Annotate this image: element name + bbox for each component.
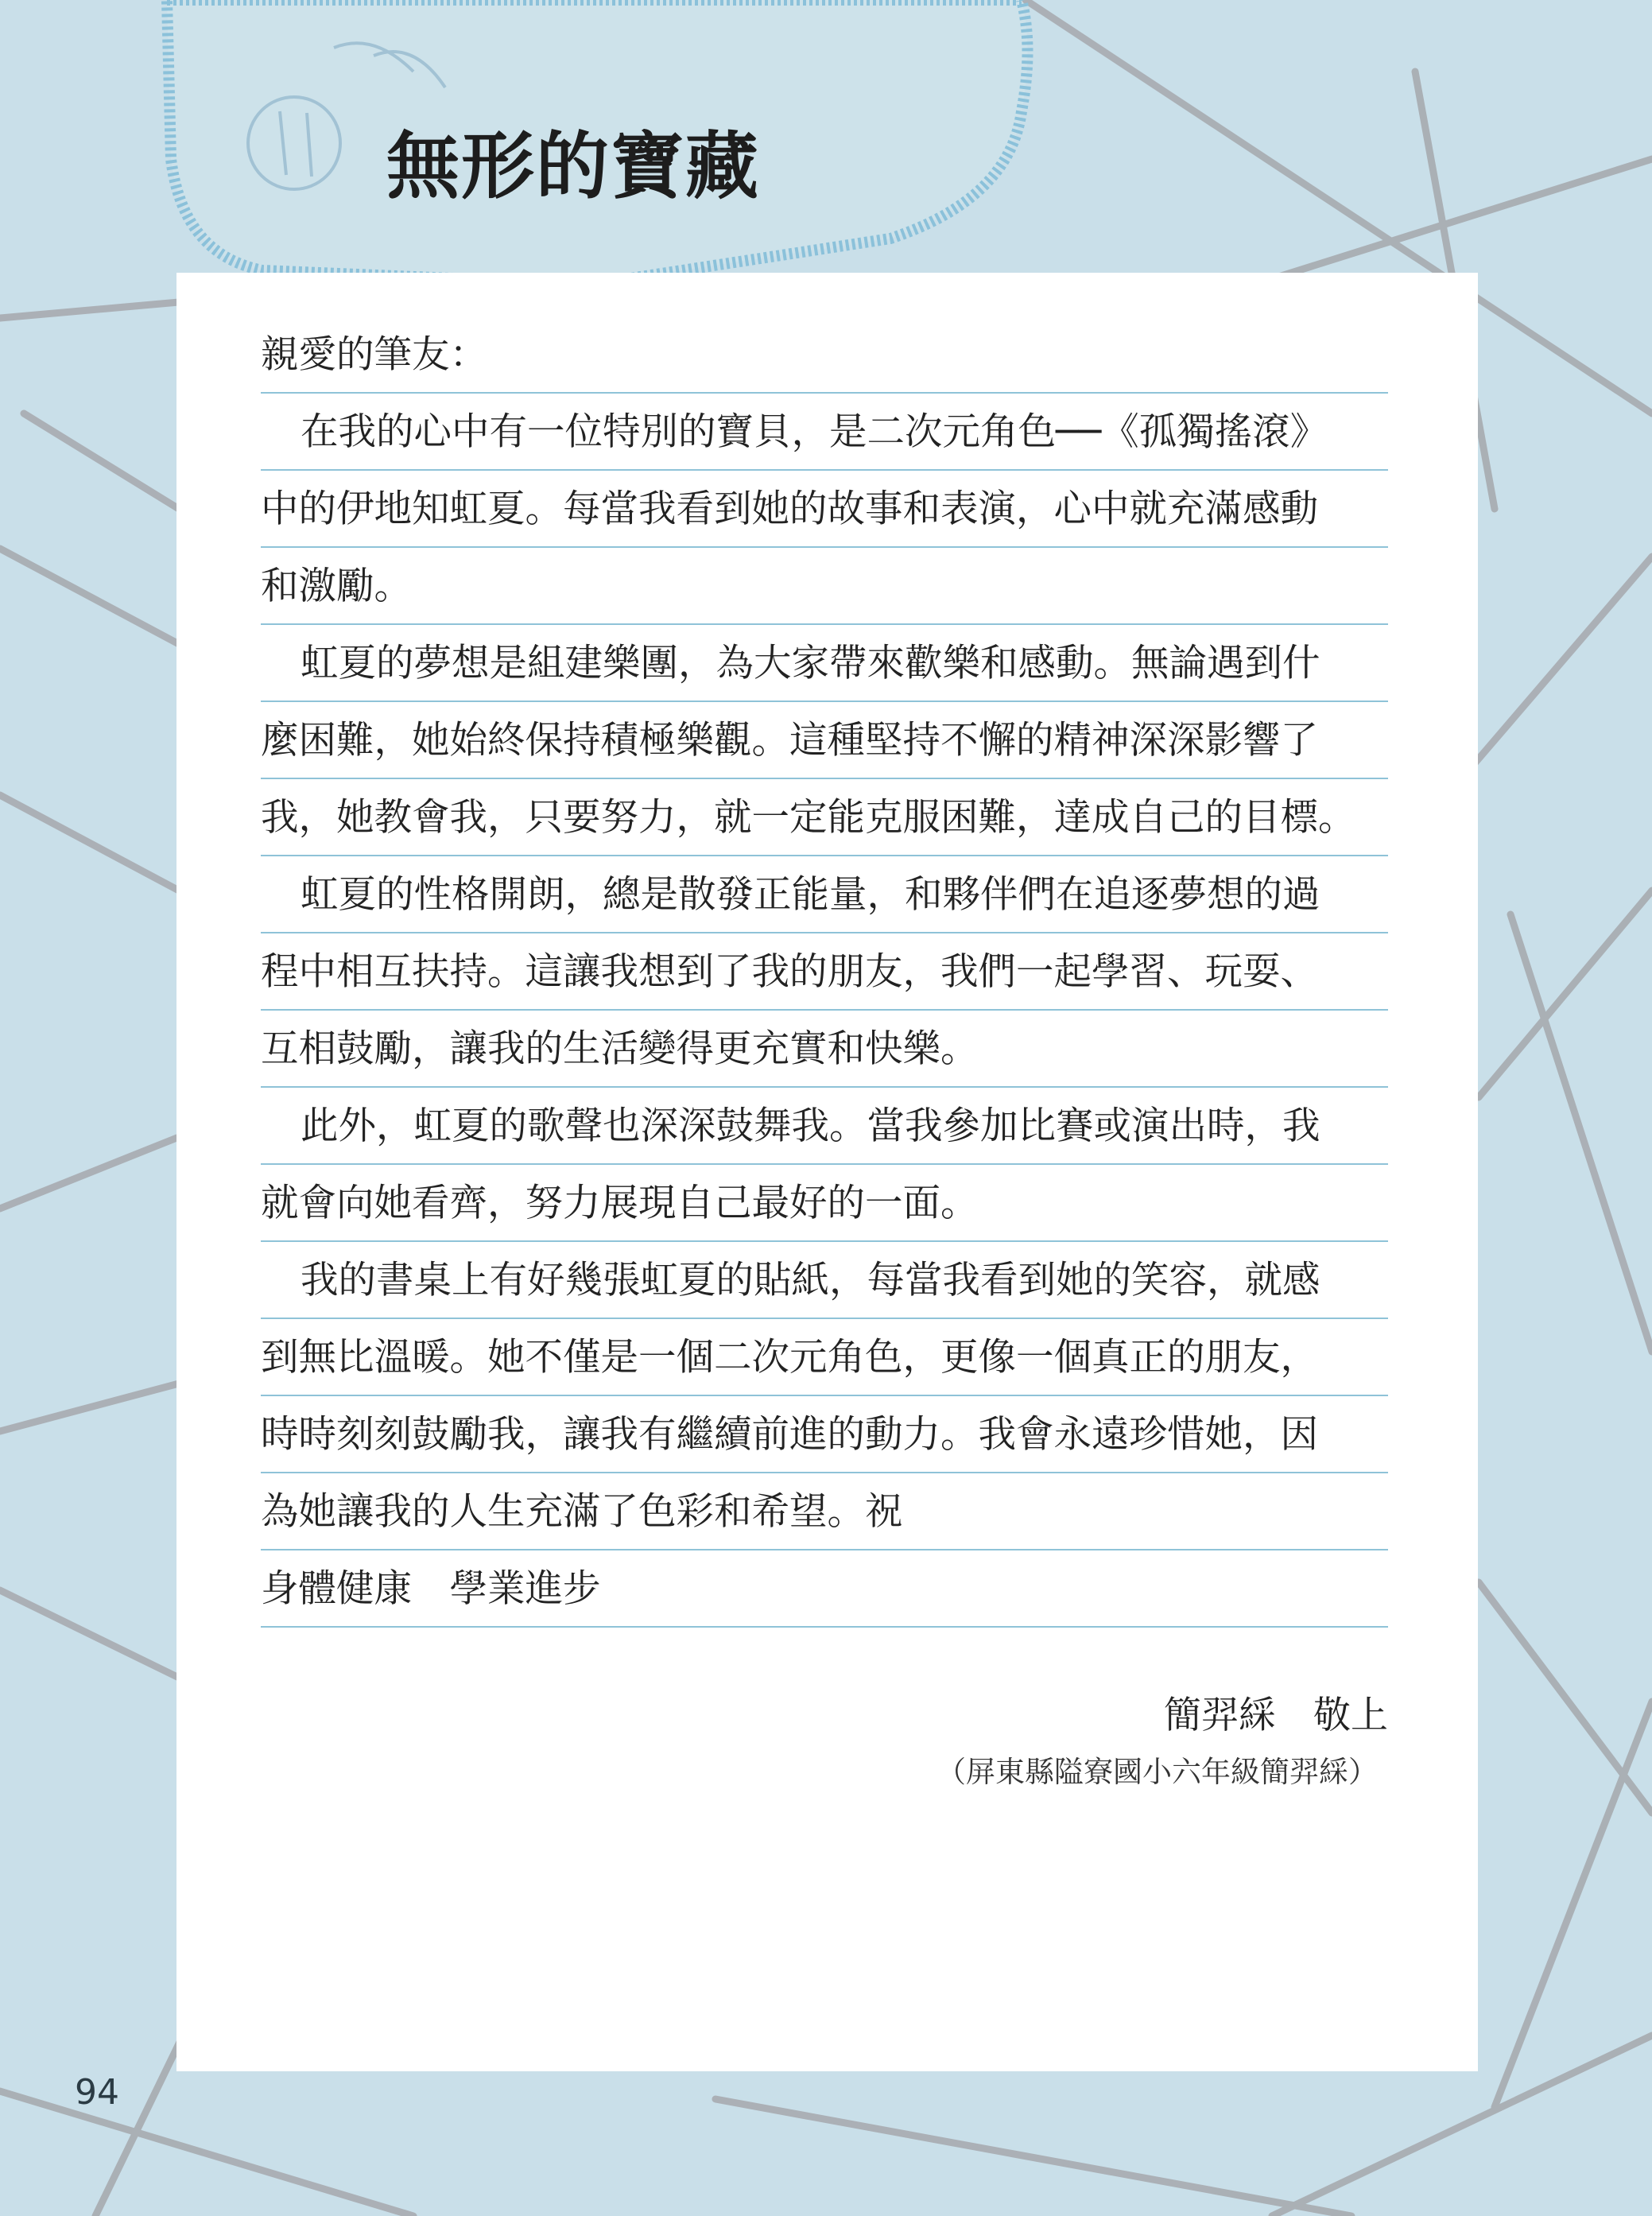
- page-title: 無形的寶藏: [386, 124, 761, 209]
- letter-line: 為她讓我的人生充滿了色彩和希望。祝: [261, 1473, 1388, 1550]
- letter-line: 此外，虹夏的歌聲也深深鼓舞我。當我參加比賽或演出時，我: [261, 1088, 1388, 1165]
- page-number: 94: [75, 2072, 119, 2113]
- letter-body: [261, 316, 1388, 1628]
- author-note: （屏東縣隘寮國小六年級簡羿綵）: [937, 1755, 1378, 1789]
- greeting-line: 親愛的筆友：: [261, 316, 1388, 394]
- letter-line: 和激勵。: [261, 548, 1388, 625]
- closing-line: 身體健康 學業進步: [261, 1550, 1388, 1628]
- letter-line: 互相鼓勵，讓我的生活變得更充實和快樂。: [261, 1011, 1388, 1088]
- letter-line: 我，她教會我，只要努力，就一定能克服困難，達成自己的目標。: [261, 779, 1388, 856]
- letter-line: 虹夏的性格開朗，總是散發正能量，和夥伴們在追逐夢想的過: [261, 856, 1388, 933]
- letter-line: 中的伊地知虹夏。每當我看到她的故事和表演，心中就充滿感動: [261, 471, 1388, 548]
- letter-line: 程中相互扶持。這讓我想到了我的朋友，我們一起學習、玩耍、: [261, 933, 1388, 1011]
- letter-line: 麼困難，她始終保持積極樂觀。這種堅持不懈的精神深深影響了: [261, 702, 1388, 779]
- letter-line: 在我的心中有一位特別的寶貝，是二次元角色──《孤獨搖滾》: [261, 394, 1388, 471]
- letter-line: 時時刻刻鼓勵我，讓我有繼續前進的動力。我會永遠珍惜她，因: [261, 1396, 1388, 1473]
- letter-line: 我的書桌上有好幾張虹夏的貼紙，每當我看到她的笑容，就感: [261, 1242, 1388, 1319]
- letter-line: 就會向她看齊，努力展現自己最好的一面。: [261, 1165, 1388, 1242]
- letter-line: 虹夏的夢想是組建樂團，為大家帶來歡樂和感動。無論遇到什: [261, 625, 1388, 702]
- signature: 簡羿綵 敬上: [1164, 1694, 1388, 1737]
- letter-line: 到無比溫暖。她不僅是一個二次元角色，更像一個真正的朋友，: [261, 1319, 1388, 1396]
